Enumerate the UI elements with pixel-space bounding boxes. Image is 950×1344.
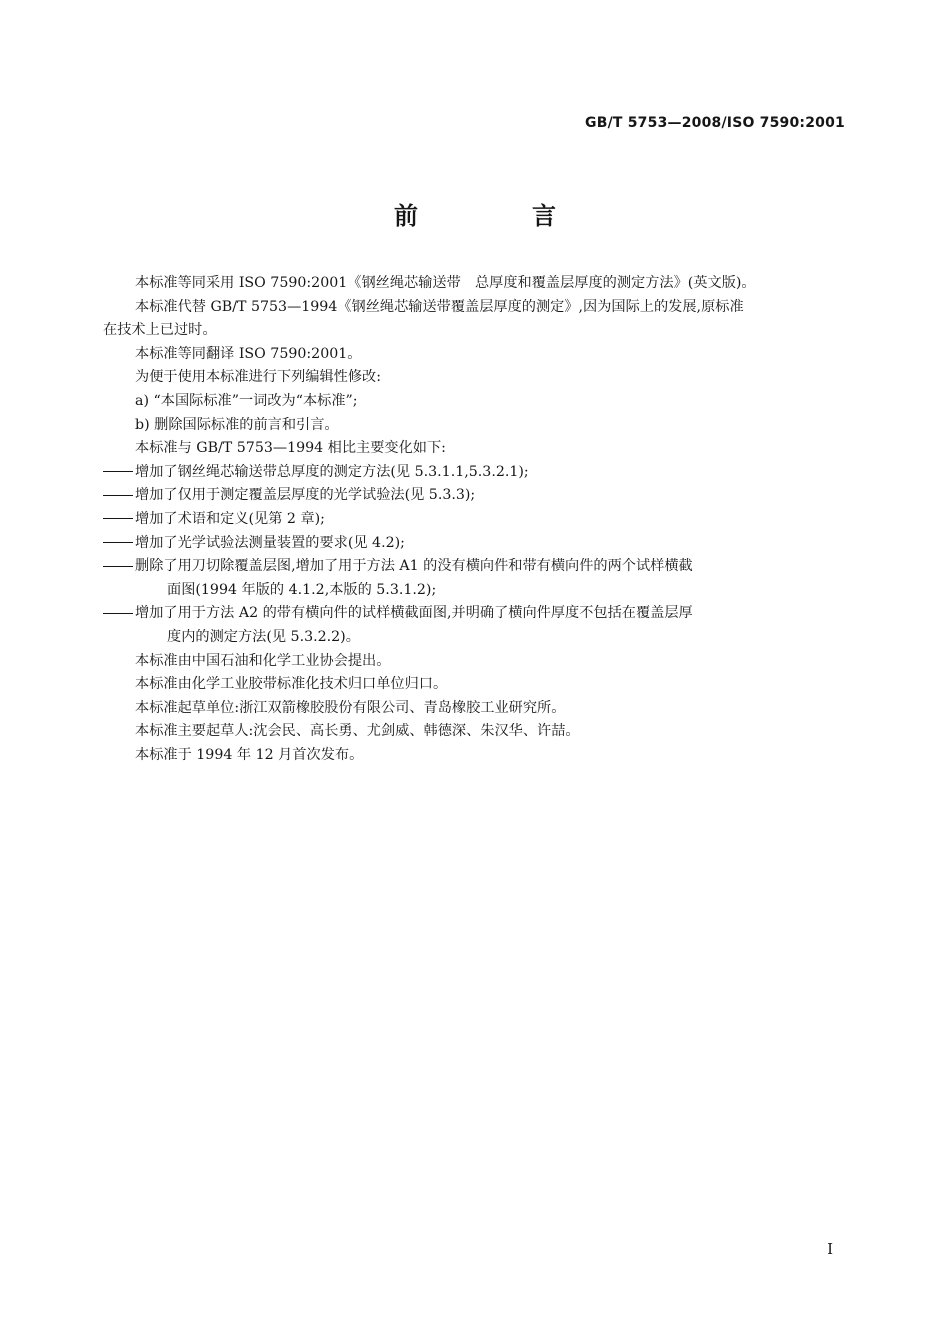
dash-list-item-continuation: 面图(1994 年版的 4.1.2,本版的 5.3.1.2); — [167, 581, 437, 598]
standard-code: GB/T 5753—2008/ISO 7590:2001 — [585, 115, 845, 131]
paragraph: 为便于使用本标准进行下列编辑性修改: — [135, 369, 381, 386]
dash-mark — [103, 566, 133, 567]
dash-mark — [103, 495, 133, 496]
list-item: a) “本国际标准”一词改为“本标准”; — [135, 392, 358, 409]
dash-item-text: 增加了钢丝绳芯输送带总厚度的测定方法(见 5.3.1.1,5.3.2.1); — [135, 463, 529, 480]
dash-list-item — [103, 508, 845, 532]
list-item: b) 删除国际标准的前言和引言。 — [135, 416, 339, 433]
dash-item-text: 增加了术语和定义(见第 2 章); — [135, 510, 325, 527]
dash-list-item — [103, 461, 845, 485]
paragraph: 本标准等同翻译 ISO 7590:2001。 — [135, 345, 362, 362]
dash-list-item — [103, 555, 845, 579]
page-title: 前 言 — [394, 202, 601, 230]
paragraph: 本标准等同采用 ISO 7590:2001《钢丝绳芯输送带 总厚度和覆盖层厚度的测定方法》(英文版)。 — [135, 275, 756, 291]
dash-mark — [103, 471, 133, 472]
dash-list-item — [103, 484, 845, 508]
dash-item-text: 增加了仅用于测定覆盖层厚度的光学试验法(见 5.3.3); — [135, 487, 476, 504]
dash-item-text: 删除了用刀切除覆盖层图,增加了用于方法 A1 的没有横向件和带有横向件的两个试样横截 — [135, 558, 693, 575]
dash-item-text: 增加了用于方法 A2 的带有横向件的试样横截面图,并明确了横向件厚度不包括在覆盖层厚 — [135, 605, 693, 622]
paragraph: 本标准与 GB/T 5753—1994 相比主要变化如下: — [135, 440, 446, 457]
dash-list-item — [103, 532, 845, 556]
dash-list-item-continuation: 度内的测定方法(见 5.3.2.2)。 — [167, 628, 360, 645]
paragraph: 本标准由化学工业胶带标准化技术归口单位归口。 — [135, 676, 448, 693]
dash-item-text: 增加了光学试验法测量装置的要求(见 4.2); — [135, 534, 405, 551]
dash-mark — [103, 613, 133, 614]
page-number: I — [827, 1240, 833, 1258]
paragraph: 本标准代替 GB/T 5753—1994《钢丝绳芯输送带覆盖层厚度的测定》,因为国际上的发展,原标准 — [135, 298, 744, 315]
paragraph: 本标准主要起草人:沈会民、高长勇、尤剑威、韩德深、朱汉华、许喆。 — [135, 723, 580, 740]
dash-list-item — [103, 602, 845, 626]
paragraph: 本标准于 1994 年 12 月首次发布。 — [135, 746, 364, 763]
foreword-body — [103, 272, 845, 767]
paragraph: 本标准起草单位:浙江双箭橡胶股份有限公司、青岛橡胶工业研究所。 — [135, 699, 566, 716]
dash-mark — [103, 518, 133, 519]
paragraph: 本标准由中国石油和化学工业协会提出。 — [135, 652, 391, 669]
dash-mark — [103, 542, 133, 543]
paragraph-continuation: 在技术上已过时。 — [103, 322, 217, 339]
